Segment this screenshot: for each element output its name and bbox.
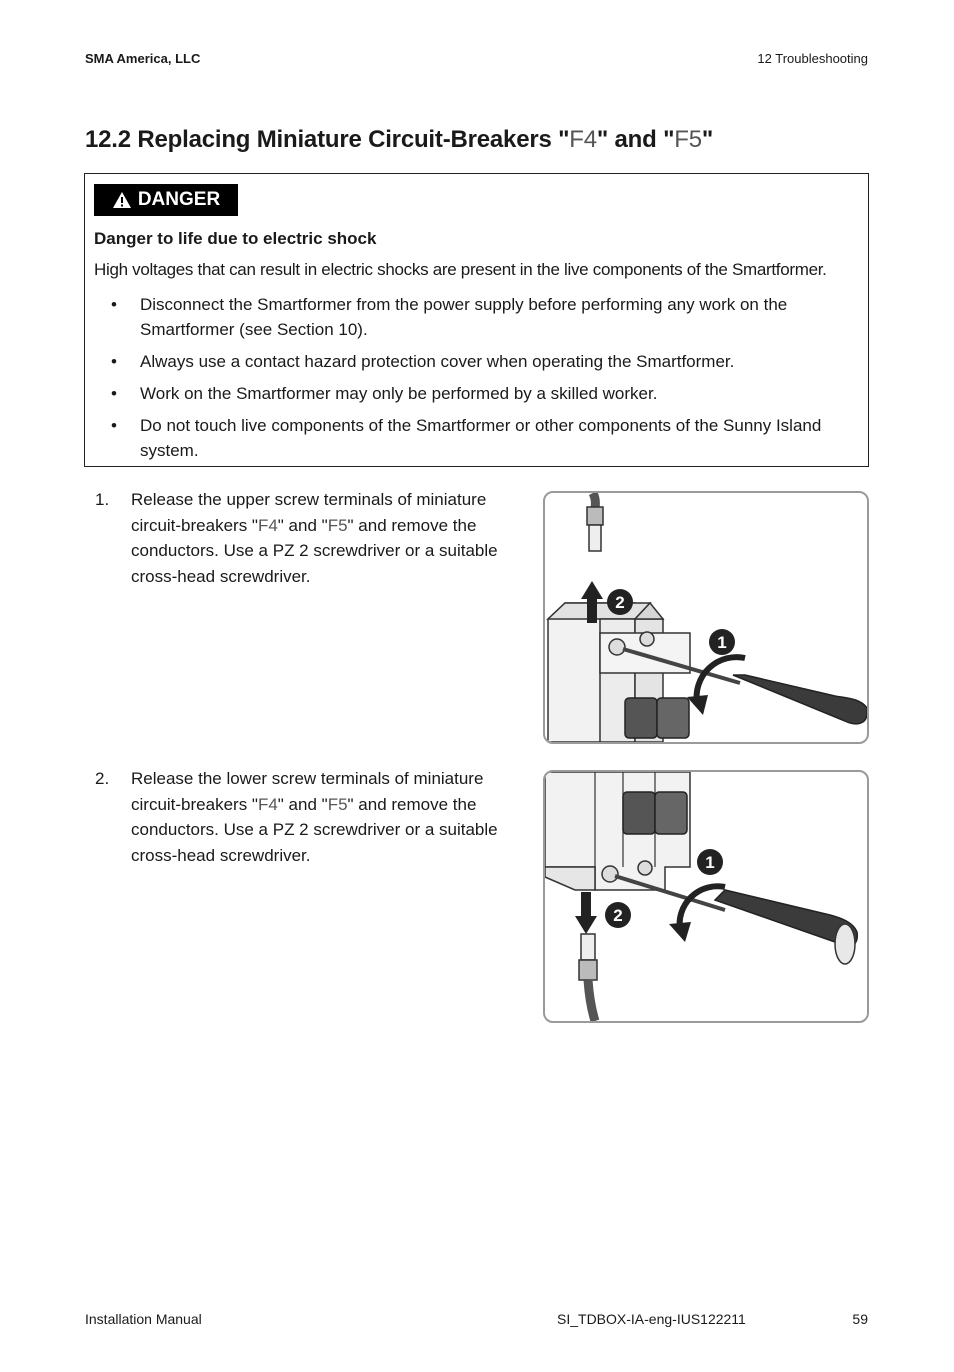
step-1 [95, 487, 525, 589]
callout-1: 1 [705, 853, 715, 872]
footer-manual-title: Installation Manual [85, 1311, 202, 1327]
danger-label-text: DANGER [137, 189, 221, 210]
title-code-f4: F4 [569, 126, 597, 153]
danger-label [94, 184, 238, 216]
title-mid: " and " [596, 126, 675, 153]
list-item [94, 349, 864, 374]
list-item-text: Work on the Smartformer may only be performed by a skilled worker. [140, 384, 658, 403]
step-number: 2. [95, 769, 110, 788]
list-item [94, 292, 864, 342]
title-prefix: 12.2 Replacing Miniature Circuit-Breakers " [85, 126, 570, 153]
step-text: Release the lower screw terminals of miniature circuit-breakers "F4" and "F5" and remove the conductors. Use a PZ 2 screwdriver or a suitable cross-head screwdriver. [131, 769, 498, 865]
bullet-icon: • [111, 352, 117, 371]
callout-2: 2 [613, 906, 623, 925]
list-item-text: Always use a contact hazard protection cover when operating the Smartformer. [140, 352, 735, 371]
footer-doc-id: SI_TDBOX-IA-eng-IUS122211 [557, 1311, 746, 1327]
step-number: 1. [95, 490, 110, 509]
bullet-icon: • [111, 416, 117, 435]
danger-heading: Danger to life due to electric shock [94, 229, 377, 248]
list-item [94, 381, 864, 406]
bullet-icon: • [111, 295, 117, 314]
figure-lower-terminals [543, 770, 869, 1023]
list-item-text: Disconnect the Smartformer from the power supply before performing any work on the Smartformer (see Section 10). [140, 295, 788, 339]
danger-intro: High voltages that can result in electric shocks are present in the live components of the Smartformer. [94, 260, 827, 279]
section-title [85, 126, 713, 154]
warning-triangle-icon [112, 191, 132, 209]
callout-2: 2 [615, 593, 625, 612]
lower-terminals-illustration [545, 772, 867, 1021]
danger-box [84, 173, 869, 467]
figure-upper-terminals [543, 491, 869, 744]
callout-1: 1 [717, 633, 727, 652]
step-text: Release the upper screw terminals of miniature circuit-breakers "F4" and "F5" and remove the conductors. Use a PZ 2 screwdriver or a suitable cross-head screwdriver. [131, 490, 498, 586]
step-2 [95, 766, 525, 868]
list-item-text: Do not touch live components of the Smartformer or other components of the Sunny Island system. [140, 416, 822, 460]
title-suffix: " [701, 126, 714, 153]
footer-page-number: 59 [852, 1311, 868, 1327]
list-item [94, 413, 864, 463]
header-company: SMA America, LLC [85, 51, 201, 66]
danger-list [94, 292, 864, 470]
header-chapter: 12 Troubleshooting [757, 51, 868, 66]
title-code-f5: F5 [674, 126, 702, 153]
bullet-icon: • [111, 384, 117, 403]
upper-terminals-illustration [545, 493, 867, 742]
